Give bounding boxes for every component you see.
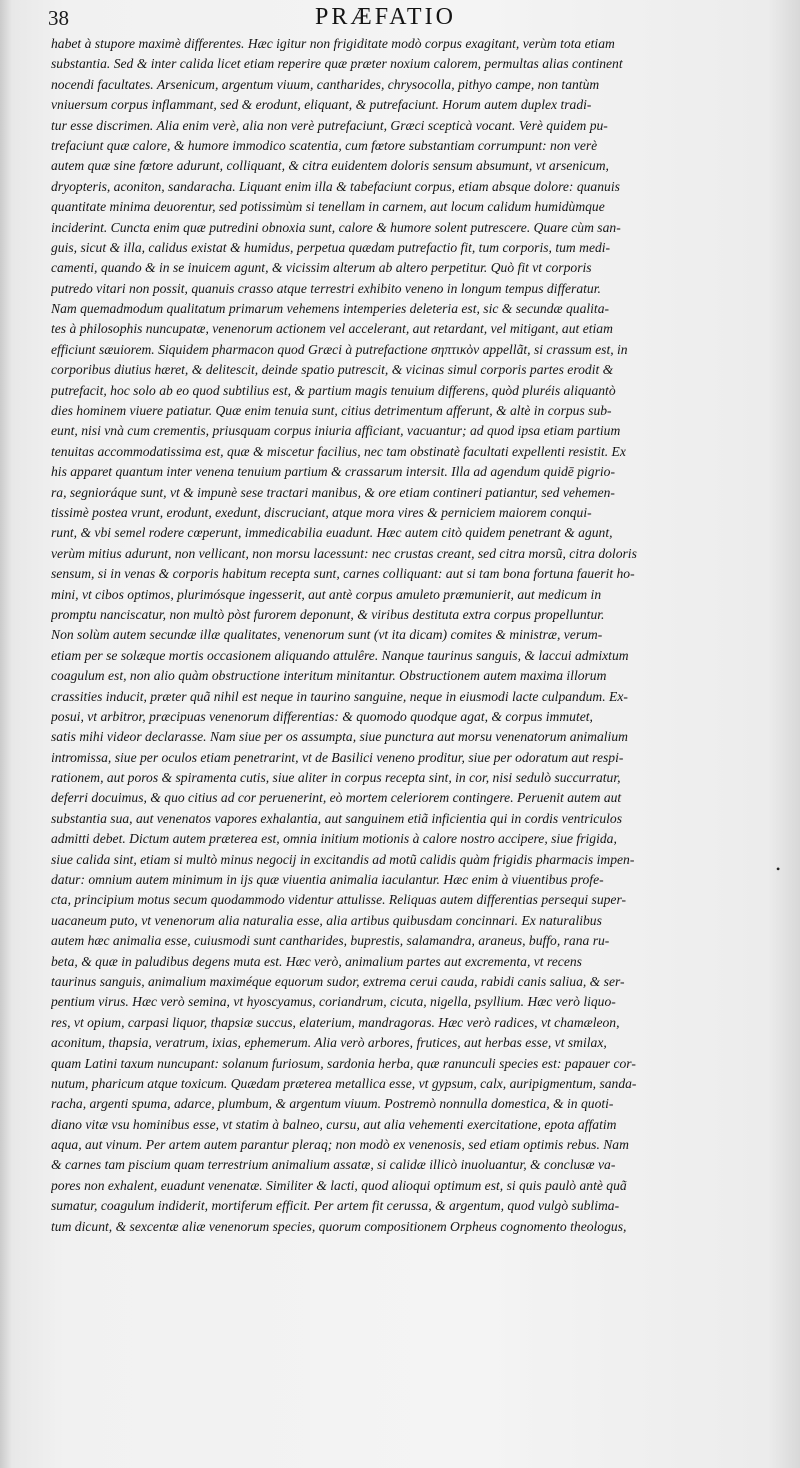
text-line: tenuitas accommodatissima est, quæ & miscetur facilius, nec tam obstinatè facultati expellenti resistit. Ex [51,443,626,459]
text-line: beta, & quæ in paludibus degens muta est. Hæc verò, animalium partes aut excrementa, vt recens [51,953,582,969]
text-line: habet à stupore maximè differentes. Hæc igitur non frigiditate modò corpus exagitant, verùm tota etiam [51,36,615,51]
text-line: pentium virus. Hæc verò semina, vt hyoscyamus, coriandrum, cicuta, nigella, psyllium. Hæc verò liquo- [51,994,616,1010]
text-line: nutum, pharicum atque toxicum. Quædam præterea metallica esse, vt gypsum, calx, auripigmentum, sanda- [51,1075,637,1091]
text-line: & carnes tam piscium quam terrestrium animalium assatæ, si calidæ illicò inuoluantur, & conclusæ va- [51,1157,616,1173]
text-line: satis mihi videor declarasse. Nam siue per os assumpta, siue punctura aut morsu venenatorum animalium [51,729,628,745]
page-title: PRÆFATIO [315,4,456,30]
text-line: putrefacit, hoc solo ab eo quod subtilius est, & partium magis tenuium differens, quòd pluréis aliquantò [51,382,616,398]
text-line: promptu nanciscatur, non multò pòst furorem deponunt, & viribus destituta extra corpus propelluntur. [51,606,605,622]
text-line: vniuersum corpus inflammant, sed & erodunt, eliquant, & putrefaciunt. Horum autem duplex tradi- [51,97,592,113]
text-line: guis, sicut & illa, calidus existat & humidus, perpetua quædam putrefactio fit, tum corporis, tum medi- [51,239,611,255]
text-line: efficiunt sæuiorem. Siquidem pharmacon quod Græci à putrefactione σηπτικὸν appellãt, si crassum est, in [51,341,628,357]
text-line: ra, segnioráque sunt, vt & impunè sese tractari manibus, & ore etiam contineri patiantur, sed vehemen- [51,484,615,500]
text-line: aconitum, thapsia, veratrum, ixias, ephemerum. Alia verò arbores, frutices, aut herbas esse, vt smilax, [51,1035,607,1051]
page-number: 38 [48,6,69,30]
text-line: his apparet quantum inter venena tenuium partium & crassarum intersit. Illa ad agendum quidē pigrio- [51,464,615,480]
text-line: res, vt opium, carpasi liquor, thapsiæ succus, elaterium, mandragoras. Hæc verò radices, vt chamæleon, [51,1014,620,1030]
text-line: etiam per se solæque mortis occasionem aliquando attulêre. Nanque taurinus sanguis, & laccui admixtum [51,647,629,663]
text-line: rationem, aut poros & spiramenta cutis, siue aliter in corpus recepta sint, in cor, nisi sedulò succurratur, [51,770,621,786]
text-line: dryopteris, aconiton, sandaracha. Liquant enim illa & tabefaciunt corpus, etiam absque dolore: quanuis [51,178,620,194]
text-line: pores non exhalent, euadunt venenatæ. Similiter & lacti, quod alioqui optimum est, si quis paulò antè quã [51,1177,627,1193]
text-line: aqua, aut vinum. Per artem autem parantur pleraq; non modò ex venenosis, sed etiam optimis rebus. Nam [51,1137,629,1153]
text-line: intromissa, siue per oculos etiam penetrarint, vt de Basilici veneno proditur, siue per odoratum aut respi- [51,749,624,765]
text-line: taurinus sanguis, animalium maximéque equorum sudor, extrema cerui cauda, rabidi canis saliua, & ser- [51,973,625,989]
text-line: autem hæc animalia esse, cuiusmodi sunt cantharides, buprestis, salamandra, araneus, buffo, rana ru- [51,933,610,949]
text-line: posui, vt arbitror, præcipuas venenorum differentias: & quomodo quodque agat, & corpus immutet, [51,708,593,724]
body-text [51,34,767,1237]
text-line: trefaciunt quæ calore, & humore immodico scatentia, cum fœtore substantiam corrumpunt: non verè [51,137,598,153]
text-line: admitti debet. Dictum autem præterea est, omnia initium motionis à calore nostro accipere, siue frigida, [51,831,617,847]
running-head [0,4,800,34]
text-line: cta, principium motus secum quodammodo videntur attulisse. Reliquas autem differentias persequi super- [51,892,627,908]
text-line: siue calida sint, etiam si multò minus negocij in excitandis ad motũ calidis quàm frigidis pharmacis impen- [51,851,635,867]
text-line: coagulum est, non alio quàm obstructione interitum minitantur. Obstructionem autem maxima illorum [51,668,607,684]
text-line: corporibus diutius hæret, & delitescit, deinde spatio putrescit, & vicinas simul corporis partes erodit & [51,362,614,378]
text-line: inciderint. Cuncta enim quæ putredini obnoxia sunt, calore & humore solent putrescere. Quare cùm san- [51,219,621,235]
text-line: Non solùm autem secundæ illæ qualitates, venenorum sunt (vt ita dicam) comites & ministræ, verum- [51,627,603,643]
page-gutter-shadow [0,0,12,1468]
text-line: camenti, quando & in se inuicem agunt, & vicissim alterum ab altero perpetitur. Quò fit vt corporis [51,260,592,276]
margin-mark: • [776,862,781,876]
text-line: runt, & vbi semel rodere cœperunt, immedicabilia euadunt. Hæc autem citò quidem penetrant & agunt, [51,525,613,541]
text-line: tur esse discrimen. Alia enim verè, alia non verè putrefaciunt, Græci scepticà vocant. Verè quidem pu- [51,117,608,133]
text-line: sensum, si in venas & corporis habitum recepta sunt, carnes colliquant: aut si tam bona fortuna fauerit ho- [51,566,635,582]
text-line: uacaneum puto, vt venenorum alia naturalia esse, alia artibus quibusdam concinnari. Ex naturalibus [51,912,602,928]
text-line: quantitate minima deuorentur, sed potissimùm si tenellam in carnem, aut locum calidum humidùmque [51,199,605,215]
text-line: deferri docuimus, & quo citius ad cor peruenerint, eò mortem celeriorem contingere. Peruenit autem aut [51,790,622,806]
text-line: crassities inducit, præter quã nihil est neque in taurino sanguine, neque in eiusmodi lacte culpandum. Ex- [51,688,628,704]
text-line: racha, argenti spuma, adarce, plumbum, & argentum viuum. Postremò nonnulla domestica, & in quoti- [51,1096,614,1112]
text-line: verùm mitius adurunt, non vellicant, non morsu lacessunt: nec crustas creant, sed citra morsũ, citra doloris [51,545,637,561]
text-line: substantia. Sed & inter calida licet etiam reperire quæ præter noxium calorem, permultas alias continent [51,56,623,72]
text-line: putredo vitari non possit, quanuis crasso atque terrestri exhibito veneno in longum tempus differatur. [51,280,601,296]
text-line: tum dicunt, & sexcentæ aliæ venenorum species, quorum compositionem Orpheus cognomento theologus, [51,1218,627,1234]
text-line: dies hominem viuere patiatur. Quæ enim tenuia sunt, citius detrimentum afferunt, & altè in corpus sub- [51,403,612,419]
text-line: eunt, nisi vnà cum crementis, priusquam corpus iniuria afficiant, vacuantur; ad quod ipsa etiam partium [51,423,621,439]
text-line: quam Latini taxum nuncupant: solanum furiosum, sardonia herba, quæ ranunculi species est: papauer cor- [51,1055,636,1071]
text-line: Nam quemadmodum qualitatum primarum vehemens intemperies deleteria est, sic & secundæ qualita- [51,301,610,317]
text-line: tissimè postea vrunt, erodunt, exedunt, discruciant, atque mora vires & perniciem maiorem conqui- [51,504,592,520]
text-line: diano vitæ vsu hominibus esse, vt statim à balneo, cursu, aut alia vehementi exercitatione, epota affatim [51,1116,617,1132]
text-line: datur: omnium autem minimum in ijs quæ viuentia animalia iaculantur. Hæc enim à viuentibus profe- [51,872,604,888]
text-line: tes à philosophis nuncupatæ, venenorum actionem vel accelerant, aut retardant, vel mitigant, aut etiam [51,321,613,337]
text-line: nocendi facultates. Arsenicum, argentum viuum, cantharides, chrysocolla, pithyo campe, non tantùm [51,76,600,92]
text-line: mini, vt cibos optimos, plurimósque ingesserit, aut antè corpus amuleto præmunierit, aut medicum in [51,586,602,602]
text-line: sumatur, coagulum indiderit, mortiferum efficit. Per artem fit cerussa, & argentum, quod vulgò sublima- [51,1198,620,1214]
text-line: autem quæ sine fœtore adurunt, colliquant, & citra euidentem doloris sensum absumunt, vt arsenicum, [51,158,609,174]
text-line: substantia sua, aut venenatos vapores exhalantia, aut sanguinem etiã inficientia qui in cordis ventriculos [51,810,622,826]
